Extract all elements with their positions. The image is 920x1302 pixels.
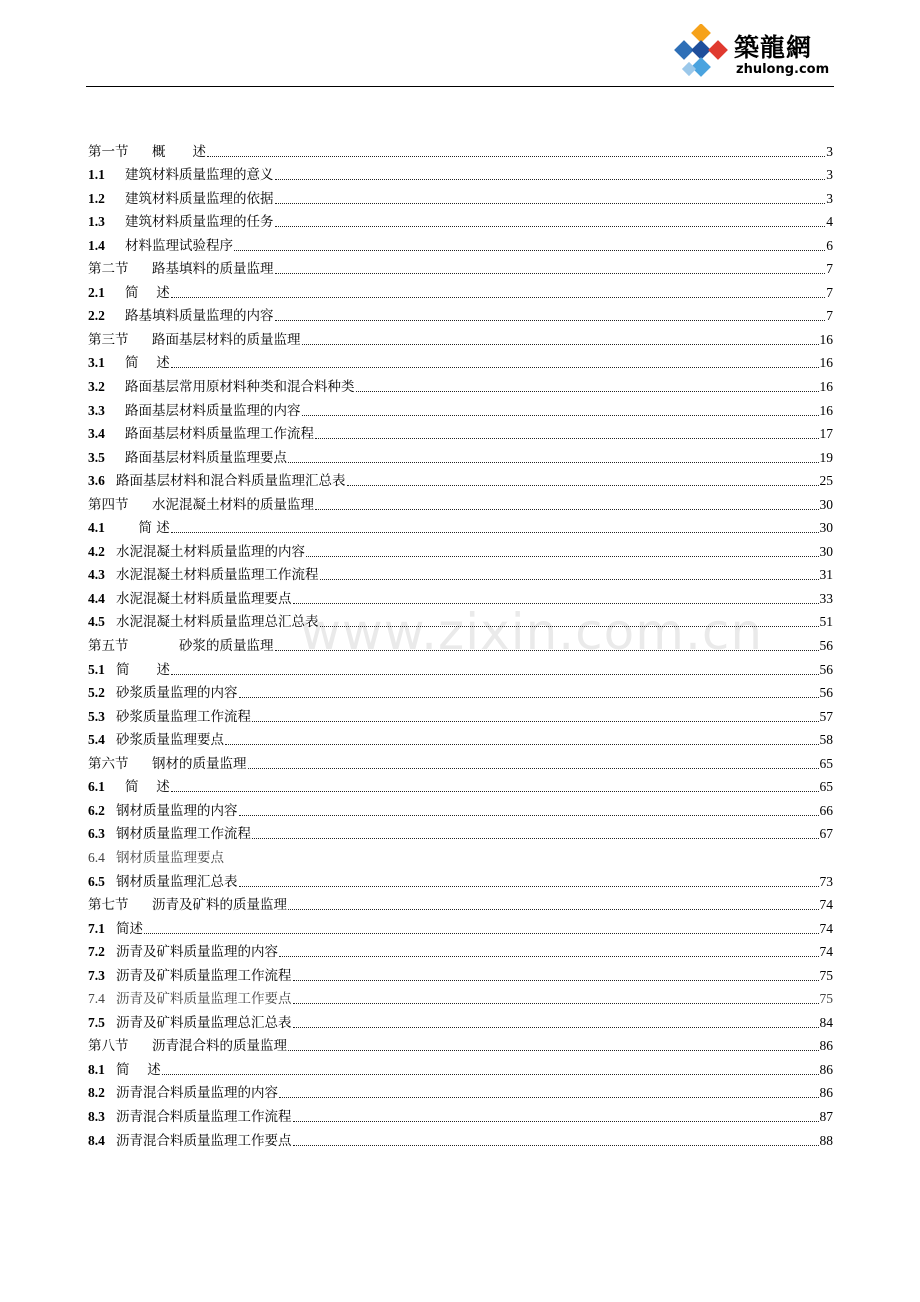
toc-dot-leader [234, 250, 825, 251]
header-divider [86, 86, 834, 87]
toc-entry-number: 第四节 [88, 496, 129, 513]
toc-entry-page-number: 65 [819, 755, 833, 771]
toc-entry[interactable] [88, 701, 833, 725]
toc-dot-leader [171, 532, 819, 533]
toc-entry-page-number: 67 [819, 826, 833, 842]
toc-dot-leader [239, 886, 819, 887]
toc-dot-leader [239, 815, 819, 816]
toc-entry[interactable] [88, 725, 833, 749]
toc-entry-number: 1.1 [88, 167, 105, 183]
toc-entry-number: 第一节 [88, 143, 129, 160]
toc-section-entry[interactable] [88, 1031, 833, 1055]
toc-entry-number: 4.3 [88, 567, 105, 583]
toc-dot-leader [293, 980, 819, 981]
toc-entry[interactable] [88, 842, 833, 866]
toc-dot-leader [248, 768, 819, 769]
toc-entry[interactable] [88, 913, 833, 937]
toc-dot-leader [171, 791, 819, 792]
toc-entry-number: 4.5 [88, 614, 105, 630]
toc-entry-title: 简 述 [125, 779, 170, 796]
toc-entry-page-number: 51 [819, 614, 833, 630]
toc-entry-title: 沥青混合料质量监理工作流程 [116, 1108, 292, 1125]
toc-entry-page-number: 16 [819, 379, 833, 395]
toc-entry-page-number: 16 [819, 331, 833, 347]
toc-dot-leader [293, 1145, 819, 1146]
toc-entry-page-number: 75 [819, 991, 833, 1007]
toc-dot-leader [171, 674, 819, 675]
toc-entry-page-number: 7 [826, 308, 833, 324]
toc-entry-page-number: 3 [826, 143, 833, 159]
toc-entry-number: 7.3 [88, 967, 105, 983]
toc-entry-title: 水泥混凝土材料的质量监理 [152, 496, 314, 513]
toc-entry-page-number: 25 [819, 473, 833, 489]
toc-dot-leader [288, 462, 819, 463]
toc-entry-number: 1.4 [88, 237, 105, 253]
toc-entry-page-number: 65 [819, 779, 833, 795]
page-header [0, 0, 920, 90]
toc-entry-title: 沥青及矿料质量监理工作要点 [116, 991, 292, 1008]
toc-entry-number: 5.4 [88, 732, 105, 748]
toc-entry-page-number: 57 [819, 708, 833, 724]
toc-entry-page-number: 58 [819, 732, 833, 748]
toc-entry-number: 7.5 [88, 1014, 105, 1030]
toc-entry-number: 第二节 [88, 261, 129, 278]
toc-entry-number: 7.1 [88, 920, 105, 936]
toc-entry-number: 8.1 [88, 1061, 105, 1077]
toc-section-entry[interactable] [88, 136, 833, 160]
toc-entry-number: 6.2 [88, 802, 105, 818]
toc-entry-page-number: 31 [819, 567, 833, 583]
logo-chinese-text: 築龍網 [734, 33, 813, 62]
toc-entry-page-number: 17 [819, 426, 833, 442]
toc-entry-number: 第八节 [88, 1038, 129, 1055]
toc-dot-leader [293, 1121, 819, 1122]
toc-entry-title: 钢材质量监理汇总表 [116, 873, 238, 890]
toc-entry-page-number: 74 [819, 920, 833, 936]
toc-dot-leader [275, 273, 826, 274]
toc-entry-number: 4.4 [88, 590, 105, 606]
toc-entry-title: 简 述 [116, 661, 170, 678]
logo-english-text: zhulong.com [736, 62, 830, 77]
toc-entry[interactable] [88, 513, 833, 537]
toc-section-entry[interactable] [88, 324, 833, 348]
toc-entry[interactable] [88, 442, 833, 466]
toc-entry-title: 沥青及矿料的质量监理 [152, 897, 287, 914]
toc-entry[interactable] [88, 419, 833, 443]
toc-dot-leader [225, 744, 819, 745]
toc-dot-leader [315, 438, 819, 439]
toc-entry-title: 砂浆质量监理的内容 [116, 685, 238, 702]
toc-entry-number: 3.3 [88, 402, 105, 418]
toc-entry-number: 4.1 [88, 520, 105, 536]
toc-entry-title: 钢材质量监理工作流程 [116, 826, 251, 843]
toc-entry-page-number: 75 [819, 967, 833, 983]
toc-entry[interactable] [88, 230, 833, 254]
toc-entry-page-number: 56 [819, 661, 833, 677]
toc-entry-title: 沥青混合料的质量监理 [152, 1038, 287, 1055]
toc-entry-title: 简述 [116, 920, 143, 937]
zhulong-logo[interactable] [670, 24, 840, 86]
toc-entry[interactable] [88, 1101, 833, 1125]
toc-dot-leader [279, 1097, 819, 1098]
toc-entry-title: 简 述 [125, 284, 170, 301]
toc-dot-leader [293, 1027, 819, 1028]
toc-entry-title: 路基填料的质量监理 [152, 261, 274, 278]
toc-entry[interactable] [88, 1007, 833, 1031]
toc-entry-page-number: 7 [826, 284, 833, 300]
toc-entry-page-number: 30 [819, 543, 833, 559]
toc-entry-title: 砂浆质量监理要点 [116, 732, 224, 749]
toc-entry-page-number: 86 [819, 1061, 833, 1077]
toc-entry-number: 第三节 [88, 331, 129, 348]
toc-entry-title: 水泥混凝土材料质量监理要点 [116, 590, 292, 607]
toc-entry-page-number: 3 [826, 190, 833, 206]
toc-dot-leader [279, 956, 819, 957]
toc-entry[interactable] [88, 795, 833, 819]
toc-entry[interactable] [88, 536, 833, 560]
toc-entry[interactable] [88, 466, 833, 490]
toc-entry-page-number: 74 [819, 897, 833, 913]
toc-entry[interactable] [88, 395, 833, 419]
toc-entry-title: 建筑材料质量监理的依据 [125, 190, 274, 207]
toc-entry-title: 简 述 [125, 355, 170, 372]
toc-dot-leader [275, 226, 826, 227]
toc-entry-title: 材料监理试验程序 [125, 237, 233, 254]
toc-entry-number: 8.4 [88, 1132, 105, 1148]
toc-entry-title: 水泥混凝土材料质量监理工作流程 [116, 567, 319, 584]
toc-entry-number: 2.1 [88, 284, 105, 300]
toc-dot-leader [275, 320, 826, 321]
toc-entry-number: 6.3 [88, 826, 105, 842]
toc-entry[interactable] [88, 348, 833, 372]
toc-section-entry[interactable] [88, 254, 833, 278]
toc-entry-page-number: 86 [819, 1085, 833, 1101]
toc-entry-number: 5.1 [88, 661, 105, 677]
toc-entry-title: 钢材质量监理的内容 [116, 802, 238, 819]
toc-entry-title: 沥青混合料质量监理工作要点 [116, 1132, 292, 1149]
toc-dot-leader [302, 415, 819, 416]
toc-entry-page-number: 16 [819, 402, 833, 418]
toc-dot-leader [239, 697, 819, 698]
toc-entry[interactable] [88, 207, 833, 231]
toc-entry-number: 5.3 [88, 708, 105, 724]
toc-entry-title: 砂浆质量监理工作流程 [116, 708, 251, 725]
toc-entry-title: 沥青及矿料质量监理的内容 [116, 944, 278, 961]
toc-entry-number: 8.2 [88, 1085, 105, 1101]
toc-entry[interactable] [88, 1078, 833, 1102]
toc-entry-page-number: 87 [819, 1108, 833, 1124]
toc-entry-title: 路面基层材料和混合料质量监理汇总表 [116, 473, 346, 490]
toc-entry-title: 简 述 [116, 1061, 161, 1078]
toc-section-entry[interactable] [88, 489, 833, 513]
toc-entry-title: 路基填料质量监理的内容 [125, 308, 274, 325]
toc-entry[interactable] [88, 984, 833, 1008]
toc-entry-title: 建筑材料质量监理的任务 [125, 214, 274, 231]
toc-dot-leader [302, 344, 819, 345]
toc-entry-number: 4.2 [88, 543, 105, 559]
toc-entry-title: 水泥混凝土材料质量监理的内容 [116, 543, 305, 560]
toc-entry-number: 5.2 [88, 685, 105, 701]
toc-entry-number: 6.5 [88, 873, 105, 889]
toc-entry-title: 路面基层材料质量监理工作流程 [125, 426, 314, 443]
toc-entry-page-number: 86 [819, 1038, 833, 1054]
toc-entry-number: 3.6 [88, 473, 105, 489]
toc-entry[interactable] [88, 819, 833, 843]
toc-entry-title: 沥青及矿料质量监理工作流程 [116, 967, 292, 984]
toc-entry-number: 3.5 [88, 449, 105, 465]
toc-entry-page-number: 30 [819, 496, 833, 512]
toc-entry[interactable] [88, 160, 833, 184]
toc-entry-title: 沥青混合料质量监理的内容 [116, 1085, 278, 1102]
toc-entry-page-number: 3 [826, 167, 833, 183]
toc-entry-page-number: 6 [826, 237, 833, 253]
toc-entry-page-number: 7 [826, 261, 833, 277]
toc-entry-title: 水泥混凝土材料质量监理总汇总表 [116, 614, 319, 631]
toc-dot-leader [288, 1050, 819, 1051]
toc-entry[interactable] [88, 560, 833, 584]
toc-entry-number: 1.2 [88, 190, 105, 206]
toc-dot-leader [171, 297, 825, 298]
toc-entry[interactable] [88, 1054, 833, 1078]
zhulong-logo-mark-icon [670, 24, 730, 84]
toc-entry-page-number: 56 [819, 685, 833, 701]
toc-section-entry[interactable] [88, 890, 833, 914]
toc-entry-number: 7.4 [88, 991, 105, 1007]
toc-entry-title: 沥青及矿料质量监理总汇总表 [116, 1014, 292, 1031]
toc-entry-page-number: 19 [819, 449, 833, 465]
toc-dot-leader [275, 179, 826, 180]
toc-entry-number: 3.4 [88, 426, 105, 442]
toc-entry[interactable] [88, 960, 833, 984]
toc-entry[interactable] [88, 277, 833, 301]
toc-entry-title: 概 述 [152, 143, 206, 160]
toc-entry[interactable] [88, 183, 833, 207]
toc-section-entry[interactable] [88, 748, 833, 772]
toc-entry-title: 建筑材料质量监理的意义 [125, 167, 274, 184]
toc-entry[interactable] [88, 937, 833, 961]
toc-dot-leader [252, 721, 819, 722]
watermark: www.zixin.com.cn [300, 603, 764, 661]
toc-entry-number: 第六节 [88, 755, 129, 772]
toc-entry-page-number: 33 [819, 590, 833, 606]
toc-entry-number: 2.2 [88, 308, 105, 324]
toc-entry[interactable] [88, 301, 833, 325]
toc-entry-number: 3.1 [88, 355, 105, 371]
toc-entry-title: 路面基层常用原材料种类和混合料种类 [125, 379, 355, 396]
toc-dot-leader [288, 909, 819, 910]
toc-entry-title: 路面基层材料质量监理的内容 [125, 402, 301, 419]
toc-entry-number: 8.3 [88, 1108, 105, 1124]
toc-dot-leader [275, 203, 826, 204]
toc-entry-number: 6.4 [88, 849, 105, 865]
toc-entry-page-number: 66 [819, 802, 833, 818]
toc-entry-page-number: 30 [819, 520, 833, 536]
toc-entry[interactable] [88, 678, 833, 702]
toc-entry-title: 砂浆的质量监理 [152, 638, 274, 655]
toc-entry[interactable] [88, 1125, 833, 1149]
toc-dot-leader [252, 838, 819, 839]
toc-entry-number: 6.1 [88, 779, 105, 795]
toc-entry-title: 钢材的质量监理 [152, 755, 247, 772]
toc-dot-leader [207, 156, 825, 157]
toc-entry[interactable] [88, 866, 833, 890]
toc-entry-number: 3.2 [88, 379, 105, 395]
toc-dot-leader [320, 579, 819, 580]
toc-entry-page-number: 84 [819, 1014, 833, 1030]
toc-entry[interactable] [88, 772, 833, 796]
toc-dot-leader [356, 391, 819, 392]
toc-entry-title: 路面基层材料的质量监理 [152, 331, 301, 348]
toc-dot-leader [347, 485, 819, 486]
toc-dot-leader [171, 367, 819, 368]
toc-dot-leader [144, 933, 819, 934]
toc-dot-leader [315, 509, 819, 510]
toc-entry-title: 简 述 [125, 520, 170, 537]
toc-entry-number: 7.2 [88, 944, 105, 960]
toc-entry-page-number: 4 [826, 214, 833, 230]
toc-dot-leader [306, 556, 819, 557]
toc-entry-number: 第五节 [88, 638, 129, 655]
toc-entry-page-number: 73 [819, 873, 833, 889]
toc-entry[interactable] [88, 371, 833, 395]
toc-entry-number: 第七节 [88, 897, 129, 914]
toc-dot-leader [162, 1074, 819, 1075]
toc-entry-title: 路面基层材料质量监理要点 [125, 449, 287, 466]
toc-entry-page-number: 56 [819, 638, 833, 654]
toc-dot-leader [293, 1003, 819, 1004]
toc-entry-title: 钢材质量监理要点 [116, 849, 224, 866]
toc-entry-number: 1.3 [88, 214, 105, 230]
toc-entry-page-number: 16 [819, 355, 833, 371]
toc-entry-page-number: 88 [819, 1132, 833, 1148]
toc-entry-page-number: 74 [819, 944, 833, 960]
